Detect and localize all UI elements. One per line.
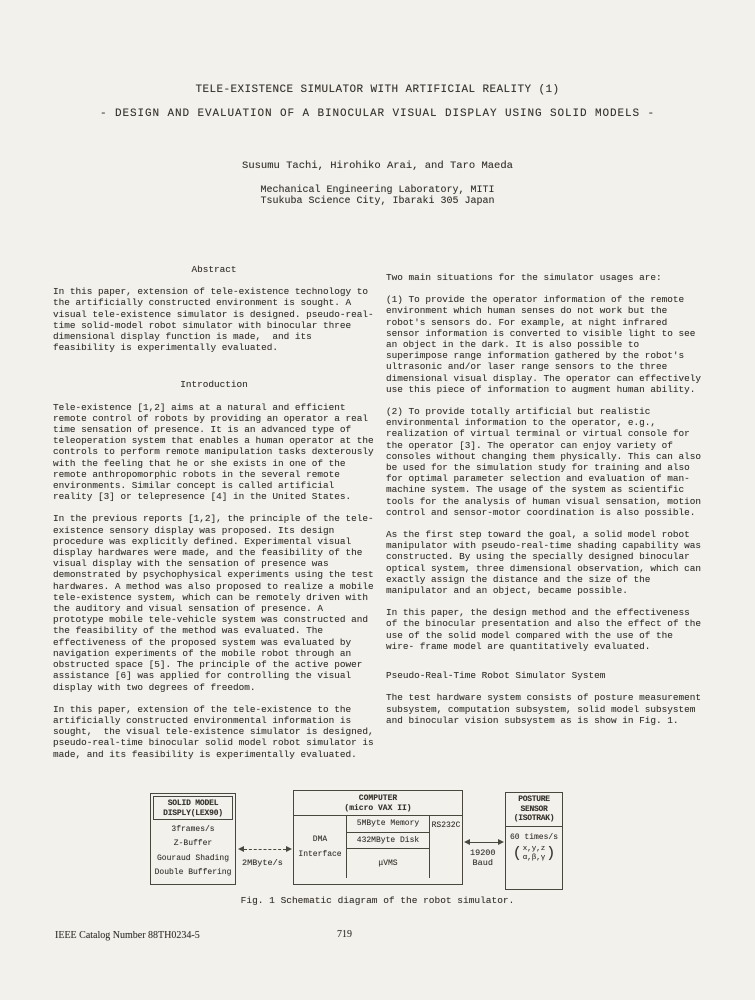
computer-middle-column xyxy=(347,816,430,878)
solid-model-header-line1: SOLID MODEL xyxy=(167,799,219,808)
figure-caption: Fig. 1 Schematic diagram of the robot simulator. xyxy=(240,895,515,906)
intro-paragraph-3: In this paper, extension of the tele-existence to the artificially constructed environmental information is sought, the visual tele-existence simulator is designed, pseudo-real-time binocular solid model robot simulator is made, and its feasibility is experimentally evaluated. xyxy=(53,703,380,760)
baud-rate-line2: Baud xyxy=(472,857,493,868)
disk-cell: 432MByte Disk xyxy=(347,833,429,850)
dma-link-arrow xyxy=(238,845,292,853)
solid-model-row-shading: Gouraud Shading xyxy=(156,853,229,863)
coords-line1: x,y,z xyxy=(522,845,546,853)
dma-interface-cell xyxy=(294,816,347,878)
evaluation-paragraph: In this paper, the design method and the effectiveness of the binocular presentation and also the effect of the use of the solid model compared with the use of the wire- frame model are quantitatively evaluated. xyxy=(386,607,707,652)
coords-line2: α,β,γ xyxy=(522,853,546,862)
memory-cell: 5MByte Memory xyxy=(347,816,429,833)
affiliation-line2: Tsukuba Science City, Ibaraki 305 Japan xyxy=(260,196,495,207)
solid-model-row-zbuffer: Z-Buffer xyxy=(173,839,213,848)
paren-open: ( xyxy=(512,845,522,862)
figure-box-posture-sensor xyxy=(505,792,563,890)
posture-header-line3: (ISOTRAK) xyxy=(513,814,555,823)
intro-paragraph-2: In the previous reports [1,2], the principle of the tele-existence sensory display was proposed. Its design procedure was explicitly defined. Experimental visual display hardwares were made, and the feasibility of the visual display with the sensation of presence was demonstrated by psychophysical experiments using the test hardwares. A method was also proposed to realize a mobile tele-existence system, which can be remotely driven with the auditory and visual sensation of presence. A prototype mobile tele-vehicle system was constructed and the feasibility of the method was evaluated. The effectiveness of the proposed system was evaluated by navigation experiments of the mobile robot through an obstructed space [5]. The principle of the active power assistance [6] was applied for controlling the visual display with two degrees of freedom. xyxy=(53,513,380,693)
authors: Susumu Tachi, Hirohiko Arai, and Taro Maeda xyxy=(242,160,513,172)
hardware-system-paragraph: The test hardware system consists of posture measurement subsystem, computation subsystem, solid model subsystem and binocular vision subsystem as is show in Fig. 1. xyxy=(386,692,707,726)
serial-link-rate-label xyxy=(470,849,496,868)
rs232c-cell: RS232C xyxy=(431,821,461,830)
ieee-catalog-number: IEEE Catalog Number 88TH0234-5 xyxy=(55,930,200,941)
paren-close: ) xyxy=(546,845,556,862)
posture-header-line1: POSTURE xyxy=(518,795,550,804)
os-cell: μVMS xyxy=(378,858,398,868)
computer-internals xyxy=(294,816,462,878)
solid-model-header-line2: DISPLY(LEX90) xyxy=(163,808,223,818)
dma-label-line2: Interface xyxy=(298,850,342,859)
solid-model-feature-list xyxy=(151,822,235,880)
solid-model-row-buffering: Double Buffering xyxy=(154,868,232,877)
introduction-heading: Introduction xyxy=(180,379,248,391)
posture-rate: 60 times/s xyxy=(509,832,558,842)
coordinate-values xyxy=(523,845,546,862)
usage-paragraph-2: (2) To provide totally artificial but realistic environmental information to the operator, e.g., realization of virtual terminal or virtual console for the operator [3]. The operator can enjoy variety of consoles without changing them physically. This can also be used for the simulation study for training and also for optimal parameter selection and evaluation of man-machine system. The usage of the system as scientific tools for the analysis of human visual sensation, motion control and sensor-motor coordination is also possible. xyxy=(386,406,707,518)
solid-model-row-framerate: 3frames/s xyxy=(171,824,215,834)
solid-line xyxy=(470,842,498,843)
section-heading-simulator-system: Pseudo-Real-Time Robot Simulator System xyxy=(386,670,606,682)
serial-link-arrow xyxy=(464,838,504,846)
posture-sensor-header xyxy=(506,793,562,827)
arrowhead-right-icon xyxy=(498,839,504,845)
dma-link-rate-label: 2MByte/s xyxy=(242,858,283,868)
first-step-paragraph: As the first step toward the goal, a solid model robot manipulator with pseudo-real-time shading capability was constructed. By using the specially designed binocular optical system, three dimensional observation, which can exactly assign the distance and the size of the manipulator and an object, became possible. xyxy=(386,529,707,597)
abstract-paragraph: In this paper, extension of tele-existence technology to the artificially constructed environment is sought. A visual tele-existence simulator is designed. pseudo-real-time solid-model robot simulator with binocular three dimensional display function is made, and its feasibility is experimentally evaluated. xyxy=(53,286,374,354)
figure-box-computer xyxy=(293,790,463,885)
usage-paragraph-1: (1) To provide the operator information of the remote environment which human senses do not work but the robot's sensors do. For example, at night infrared sensor information is converted to visible light to see an object in the dark. It is also possible to superimpose range information gathered by the robot's ultrasonic and/or laser range sensors to the three dimensional visual display. The operator can effectively use this piece of information to augment human ability. xyxy=(386,294,707,395)
page-number: 719 xyxy=(337,929,352,940)
figure-1-schematic xyxy=(0,785,755,930)
intro-paragraph-1: Tele-existence [1,2] aims at a natural and efficient remote control of robots by providing an operator a real time sensation of presence. It is an advanced type of teleoperation system that enables a human operator at the controls to perform remote manipulation tasks dexterously with the feeling that he or she exists in one of the remote anthropomorphic robots in the several remote environments. Similar concept is called artificial reality [3] or telepresence [4] in the United States. xyxy=(53,401,380,503)
left-column xyxy=(53,264,380,771)
dma-label-line1: DMA xyxy=(312,834,328,844)
affiliation-line1: Mechanical Engineering Laboratory, MITI xyxy=(260,185,495,196)
computer-header-line1: COMPUTER xyxy=(358,794,398,803)
arrowhead-right-icon xyxy=(286,846,292,852)
posture-header-line2: SENSOR xyxy=(520,804,548,814)
paper-title-line2: - DESIGN AND EVALUATION OF A BINOCULAR VISUAL DISPLAY USING SOLID MODELS - xyxy=(99,108,656,120)
paper-title-line1: TELE-EXISTENCE SIMULATOR WITH ARTIFICIAL REALITY (1) xyxy=(195,84,560,96)
figure-box-solid-model-display xyxy=(150,793,236,885)
abstract-heading: Abstract xyxy=(191,264,237,275)
computer-header-line2: (micro VAX II) xyxy=(344,803,412,813)
computer-header xyxy=(294,791,462,816)
posture-coordinates xyxy=(506,844,562,862)
right-column xyxy=(386,264,706,737)
baud-rate-line1: 19200 xyxy=(470,848,496,858)
dashed-line xyxy=(244,849,286,850)
solid-model-display-header xyxy=(153,796,233,820)
simulator-usages-line: Two main situations for the simulator usages are: xyxy=(386,272,662,283)
